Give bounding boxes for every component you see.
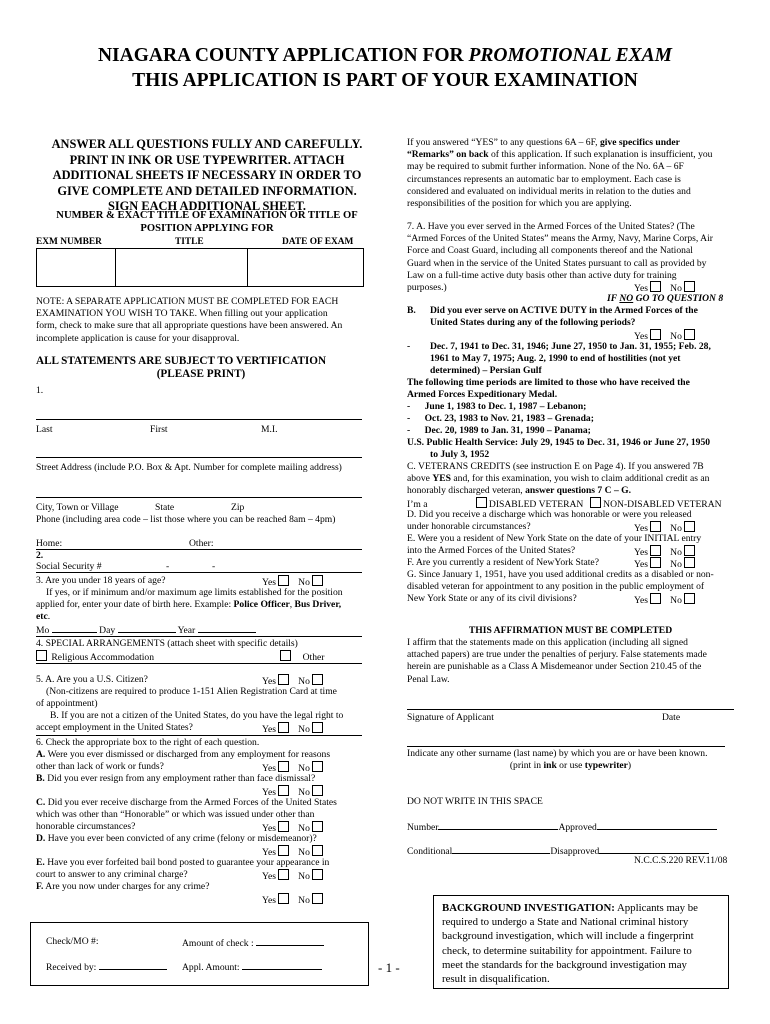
q7b-no-checkbox[interactable] — [684, 329, 695, 340]
if-no-instruction: IF NO GO TO QUESTION 8 — [607, 293, 724, 304]
q5a-yes-checkbox[interactable] — [278, 674, 289, 685]
approved-input[interactable] — [597, 820, 717, 830]
q7e-yes-no: Yes No — [634, 545, 697, 559]
ssn-label: Social Security # — [36, 561, 102, 572]
q6b-yes-no: Yes No — [262, 785, 325, 799]
q6a-no-checkbox[interactable] — [312, 761, 323, 772]
ssn-dash-2: - — [212, 561, 216, 572]
q7a-no-checkbox[interactable] — [684, 281, 695, 292]
conditional-input[interactable] — [452, 844, 550, 854]
q7d-question: D. Did you receive a discharge which was honorable or were you released under honorable circumstances? — [407, 509, 692, 533]
page-title: NIAGARA COUNTY APPLICATION FOR PROMOTIONAL EXAM — [97, 45, 673, 66]
q6c-yes-checkbox[interactable] — [278, 821, 289, 832]
q7b-yes-checkbox[interactable] — [650, 329, 661, 340]
disabled-veteran-checkbox[interactable] — [476, 497, 487, 508]
q7g-no-checkbox[interactable] — [684, 593, 695, 604]
state-label: State — [155, 502, 175, 513]
q6e-no-checkbox[interactable] — [312, 869, 323, 880]
q7e-yes-checkbox[interactable] — [650, 545, 661, 556]
expeditionary-heading: The following time periods are limited to those who have received the Armed Forces Expeditionary Medal. — [407, 377, 690, 401]
q7g-question: G. Since January 1, 1951, have you used additional credits as a disabled or non- disabled veteran for appointment to any position in the public employment of New York State or any of its civil divisions? — [407, 569, 714, 605]
q7c-question: C. VETERANS CREDITS (see instruction E on Page 4). If you answered 7B above YES and, for this examination, you wish to claim additional credit as an honorably discharged veteran, answer questions 7 C – G. — [407, 461, 710, 497]
q7e-no-checkbox[interactable] — [684, 545, 695, 556]
office-use-box — [30, 922, 369, 986]
q7a-yes-no: Yes No — [634, 281, 697, 295]
exam-title-header: TITLE — [175, 237, 204, 247]
yes-explanation: If you answered “YES” to any questions 6A – 6F, give specifics under “Remarks” on back of this application. If such explanation is insufficient, you may be required to submit further information. None of the No. 6A – 6F circumstances represents an automatic bar to employment. Each case is considered and evaluated on individual merits in relation to the duties and responsibilities of the position for which you are applying. — [407, 137, 713, 210]
religious-checkbox[interactable] — [36, 650, 47, 661]
service-periods: Dec. 7, 1941 to Dec. 31, 1946; June 27, 1950 to Jan. 31, 1955; Feb. 28, 1961 to May 7, 1975; Aug. 2, 1990 to end of hostilities (not yet determined) – Persian Gulf — [430, 341, 711, 377]
city-label: City, Town or Village — [36, 502, 119, 513]
q6e-question-2: court to answer to any criminal charge? — [36, 869, 188, 880]
other-phone-label: Other: — [189, 538, 214, 549]
appl-amount-label: Appl. Amount: — [182, 960, 322, 974]
mi-label: M.I. — [261, 424, 278, 435]
q6e-yes-no: Yes No — [262, 869, 325, 883]
name-line[interactable] — [36, 419, 362, 420]
q3-yes-no: Yes No — [262, 575, 325, 589]
exam-number-header: EXM NUMBER — [36, 237, 102, 247]
q7b-label: B. — [407, 305, 416, 316]
q6-intro: 6. Check the appropriate box to the right of each question. — [36, 737, 260, 748]
check-amount-input[interactable] — [256, 936, 324, 946]
check-mo-label: Check/MO #: — [46, 936, 99, 947]
q6a-question: A. Were you ever dismissed or discharged from any employment for reasons — [36, 749, 331, 760]
q4-question: 4. SPECIAL ARRANGEMENTS (attach sheet with specific details) — [36, 638, 298, 649]
q6f-question: F. Are you now under charges for any crime? — [36, 881, 210, 892]
dob-day-input[interactable] — [118, 623, 176, 633]
q3-detail: If yes, or if minimum and/or maximum age limits established for the position — [46, 587, 343, 598]
q6b-question: B. Did you ever resign from any employment rather than face dismissal? — [36, 773, 316, 784]
usph-period: U.S. Public Health Service: July 29, 1945 to Dec. 31, 1946 or June 27, 1950 — [407, 437, 711, 448]
q5a-question: 5. A. Are you a U.S. Citizen? — [36, 674, 148, 685]
q7g-yes-checkbox[interactable] — [650, 593, 661, 604]
periods-dash: - — [407, 341, 411, 352]
q7f-no-checkbox[interactable] — [684, 557, 695, 568]
received-by-input[interactable] — [99, 960, 167, 970]
usph-period-2: to July 3, 1952 — [430, 449, 490, 460]
exam-date-input[interactable] — [248, 249, 361, 284]
dob-row: Mo Day Year — [36, 623, 256, 637]
q7f-question: F. Are you currently a resident of NewYork State? — [407, 557, 599, 568]
exam-date-header: DATE OF EXAM — [282, 237, 354, 247]
phone-instructions: Phone (including area code – list those where you can be reached 8am – 4pm) — [36, 514, 336, 525]
q7b-question-2: United States during any of the following periods? — [430, 317, 636, 328]
affirmation-text: I affirm that the statements made on this application (including all signed attached papers) are true under the penalties of perjury. False statements made herein are punishable as a Class A Misdemeanor under Section 210.45 of the Penal Law. — [407, 637, 707, 685]
q6b-no-checkbox[interactable] — [312, 785, 323, 796]
q6d-question: D. Have you ever been convicted of any crime (felony or misdemeanor)? — [36, 833, 317, 844]
q6c-yes-no: Yes No — [262, 821, 325, 835]
expeditionary-periods: - June 1, 1983 to Dec. 1, 1987 – Lebanon; - Oct. 23, 1983 to Nov. 21, 1983 – Grenada; - Dec. 20, 1989 to Jan. 31, 1990 – Panama; — [407, 401, 594, 437]
q4-other: Other — [278, 650, 324, 664]
q6a-yes-checkbox[interactable] — [278, 761, 289, 772]
q7a-question: 7. A. Have you ever served in the Armed Forces of the United States? (The “Armed Forces of the United States” means the Army, Navy, Marine Corps, Air Force and Coast Guard, including all components thereof and the National Guard when in the service of the United States pursuant to call as provided by Law on a full-time active duty basis other than active duty for training purposes.) — [407, 221, 713, 294]
exam-heading: NUMBER & EXACT TITLE OF EXAMINATION OR TITLE OF POSITION APPLYING FOR — [56, 210, 358, 234]
check-amount-label: Amount of check : — [182, 936, 324, 950]
non-disabled-veteran-checkbox[interactable] — [590, 497, 601, 508]
q7e-question: E. Were you a resident of New York State on the date of your INITIAL entry into the Armed Forces of the United States? — [407, 533, 702, 557]
q7d-no-checkbox[interactable] — [684, 521, 695, 532]
instructions: ANSWER ALL QUESTIONS FULLY AND CAREFULLY. PRINT IN INK OR USE TYPEWRITER. ATTACH ADDITIONAL SHEETS IF NECESSARY IN ORDER TO GIVE COMPLETE AND DETAILED INFORMATION. SIGN EACH ADDITIONAL SHEET. — [51, 137, 363, 214]
signature-line[interactable] — [407, 709, 734, 710]
q5b-yes-checkbox[interactable] — [278, 722, 289, 733]
q3-question: 3. Are you under 18 years of age? — [36, 575, 166, 586]
q6d-yes-no: Yes No — [262, 845, 325, 859]
q2-label: 2. — [36, 550, 44, 561]
q6f-no-checkbox[interactable] — [312, 893, 323, 904]
q4-religious: Religious Accommodation — [34, 650, 154, 664]
q6c-question: C. Did you ever receive discharge from the Armed Forces of the United States which was other than “Honorable” or which was issued under other than honorable circumstances? — [36, 797, 337, 833]
q5a-no-checkbox[interactable] — [312, 674, 323, 685]
phone-line[interactable] — [36, 549, 362, 550]
q5a-detail: (Non-citizens are required to produce 1-151 Alien Registration Card at time — [46, 686, 337, 697]
q7b-question: Did you ever serve on ACTIVE DUTY in the Armed Forces of the — [430, 305, 698, 316]
please-print: (PLEASE PRINT) — [156, 368, 246, 380]
home-phone-label: Home: — [36, 538, 63, 549]
appl-amount-input[interactable] — [242, 960, 322, 970]
q7d-yes-checkbox[interactable] — [650, 521, 661, 532]
city-line[interactable] — [36, 497, 362, 498]
q5b-yes-no: Yes No — [262, 722, 325, 736]
first-name-label: First — [150, 424, 168, 435]
q6f-yes-checkbox[interactable] — [278, 893, 289, 904]
do-not-write-label: DO NOT WRITE IN THIS SPACE — [407, 796, 543, 807]
conditional-disapproved-row: Conditional Disapproved — [407, 844, 709, 858]
print-note: (print in ink or use typewriter) — [509, 760, 632, 771]
street-label: Street Address (include P.O. Box & Apt. Number for complete mailing address) — [36, 462, 342, 473]
q6a-yes-no: Yes No — [262, 761, 325, 775]
q3-etc: etc. — [36, 611, 51, 622]
verification-heading: ALL STATEMENTS ARE SUBJECT TO VERTIFICATION — [36, 355, 327, 367]
q5a-detail-2: of appointment) — [36, 698, 98, 709]
dob-month-input[interactable] — [52, 623, 97, 633]
q6d-no-checkbox[interactable] — [312, 845, 323, 856]
signature-label: Signature of Applicant — [407, 712, 494, 723]
q6e-yes-checkbox[interactable] — [278, 869, 289, 880]
exam-title-input[interactable] — [116, 249, 246, 284]
date-label: Date — [662, 712, 681, 723]
other-surname-line[interactable] — [407, 746, 725, 747]
q3-detail-2: applied for, enter your date of birth here. Example: Police Officer, Bus Driver, — [36, 599, 342, 610]
ssn-dash-1: - — [166, 561, 170, 572]
q6d-yes-checkbox[interactable] — [278, 845, 289, 856]
separate-application-note: NOTE: A SEPARATE APPLICATION MUST BE COMPLETED FOR EACH EXAMINATION YOU WISH TO TAKE. When filling out your application form, check to make sure that all appropriate questions have been answered. An incomplete application is cause for your disapproval. — [36, 296, 343, 344]
q4-divider — [36, 663, 362, 664]
q7f-yes-checkbox[interactable] — [650, 557, 661, 568]
dob-year-input[interactable] — [198, 623, 256, 633]
q5b-question-2: accept employment in the United States? — [36, 722, 193, 733]
background-investigation-text: BACKGROUND INVESTIGATION: Applicants may be required to undergo a State and National criminal history background investigation, which will include a fingerprint check, to determine suitability for appointment. Failure to meet the standards for the background investigation may result in disqualification. — [442, 902, 698, 986]
q3-yes-checkbox[interactable] — [278, 575, 289, 586]
q7d-yes-no: Yes No — [634, 521, 697, 535]
other-arrangement-checkbox[interactable] — [280, 650, 291, 661]
q6c-no-checkbox[interactable] — [312, 821, 323, 832]
number-approved-row: Number Approved — [407, 820, 717, 834]
disapproved-input[interactable] — [599, 844, 709, 854]
q7g-yes-no: Yes No — [634, 593, 697, 607]
q6a-question-2: other than lack of work or funds? — [36, 761, 164, 772]
q1-label: 1. — [36, 385, 44, 396]
q6e-question: E. Have you ever forfeited bail bond posted to guarantee your appearance in — [36, 857, 330, 868]
street-line[interactable] — [36, 457, 362, 458]
received-by-label: Received by: — [46, 960, 167, 974]
page-number: - 1 - — [378, 960, 400, 975]
ssn-line[interactable] — [36, 572, 362, 573]
q5b-no-checkbox[interactable] — [312, 722, 323, 733]
q5a-yes-no: Yes No — [262, 674, 325, 688]
page-subtitle: THIS APPLICATION IS PART OF YOUR EXAMINATION — [132, 70, 638, 91]
q6b-yes-checkbox[interactable] — [278, 785, 289, 796]
exam-number-input[interactable] — [37, 249, 114, 284]
q7f-yes-no: Yes No — [634, 557, 697, 571]
number-input[interactable] — [438, 820, 558, 830]
q7a-yes-checkbox[interactable] — [650, 281, 661, 292]
veteran-status: I’m a DISABLED VETERAN NON-DISABLED VETERAN — [407, 499, 722, 510]
zip-label: Zip — [231, 502, 245, 513]
last-name-label: Last — [36, 424, 53, 435]
q3-divider — [36, 636, 362, 637]
q5b-question: B. If you are not a citizen of the United States, do you have the legal right to — [50, 710, 344, 721]
q3-no-checkbox[interactable] — [312, 575, 323, 586]
other-surname-label: Indicate any other surname (last name) by which you are or have been known. — [407, 748, 708, 759]
q7b-yes-no: Yes No — [634, 329, 697, 343]
form-number: N.C.C.S.220 REV.11/08 — [634, 855, 728, 866]
affirmation-title: THIS AFFIRMATION MUST BE COMPLETED — [468, 625, 673, 636]
q6f-yes-no: Yes No — [262, 893, 325, 907]
q5-divider — [36, 735, 362, 736]
